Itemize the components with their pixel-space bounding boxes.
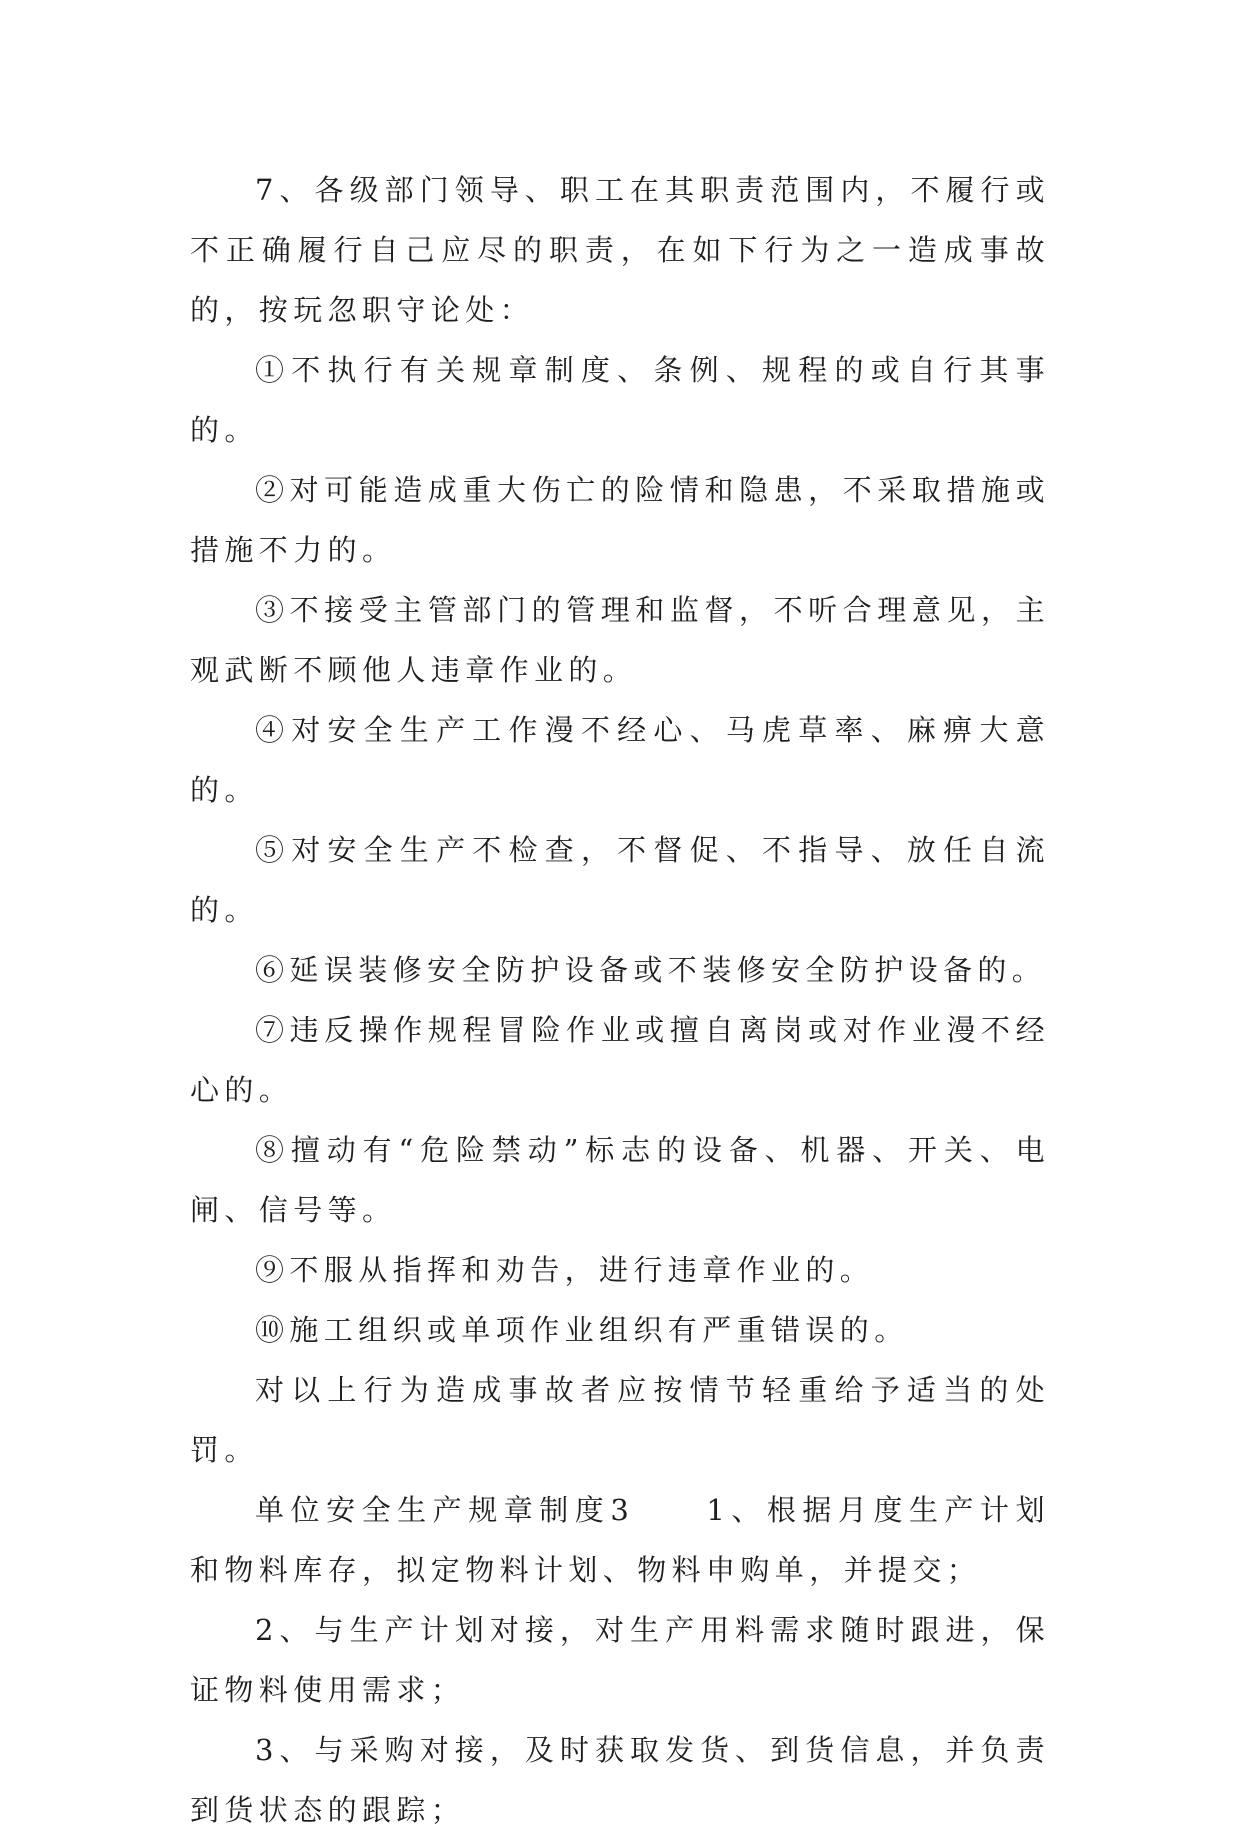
paragraph-section-3-item-1: 单位安全生产规章制度3 1、根据月度生产计划和物料库存，拟定物料计划、物料申购单，并提交；	[190, 1493, 1050, 1587]
paragraph-clause-9: ⑨不服从指挥和劝告，进行违章作业的。	[255, 1253, 875, 1287]
paragraph-clause-10: ⑩施工组织或单项作业组织有严重错误的。	[255, 1313, 909, 1347]
paragraph-item-7-negligence: 7、各级部门领导、职工在其职责范围内，不履行或不正确履行自己应尽的职责，在如下行为之一造成事故的，按玩忽职守论处：	[190, 173, 1050, 327]
paragraph-clause-8: ⑧擅动有“危险禁动”标志的设备、机器、开关、电闸、信号等。	[190, 1133, 1050, 1227]
paragraph-clause-7: ⑦违反操作规程冒险作业或擅自离岗或对作业漫不经心的。	[190, 1013, 1050, 1107]
paragraph-clause-3: ③不接受主管部门的管理和监督，不听合理意见，主观武断不顾他人违章作业的。	[190, 593, 1050, 687]
paragraph-clause-2: ②对可能造成重大伤亡的险情和隐患，不采取措施或措施不力的。	[190, 473, 1050, 567]
paragraph-clause-1: ①不执行有关规章制度、条例、规程的或自行其事的。	[190, 353, 1050, 447]
paragraph-clause-4: ④对安全生产工作漫不经心、马虎草率、麻痹大意的。	[190, 713, 1050, 807]
paragraph-clause-5: ⑤对安全生产不检查，不督促、不指导、放任自流的。	[190, 833, 1050, 927]
paragraph-section-3-item-2: 2、与生产计划对接，对生产用料需求随时跟进，保证物料使用需求；	[190, 1613, 1050, 1707]
paragraph-penalty-summary: 对以上行为造成事故者应按情节轻重给予适当的处罚。	[190, 1373, 1050, 1467]
document-body	[190, 160, 1050, 1840]
paragraph-clause-6: ⑥延误装修安全防护设备或不装修安全防护设备的。	[255, 953, 1047, 987]
paragraph-section-3-item-3: 3、与采购对接，及时获取发货、到货信息，并负责到货状态的跟踪；	[190, 1733, 1050, 1827]
